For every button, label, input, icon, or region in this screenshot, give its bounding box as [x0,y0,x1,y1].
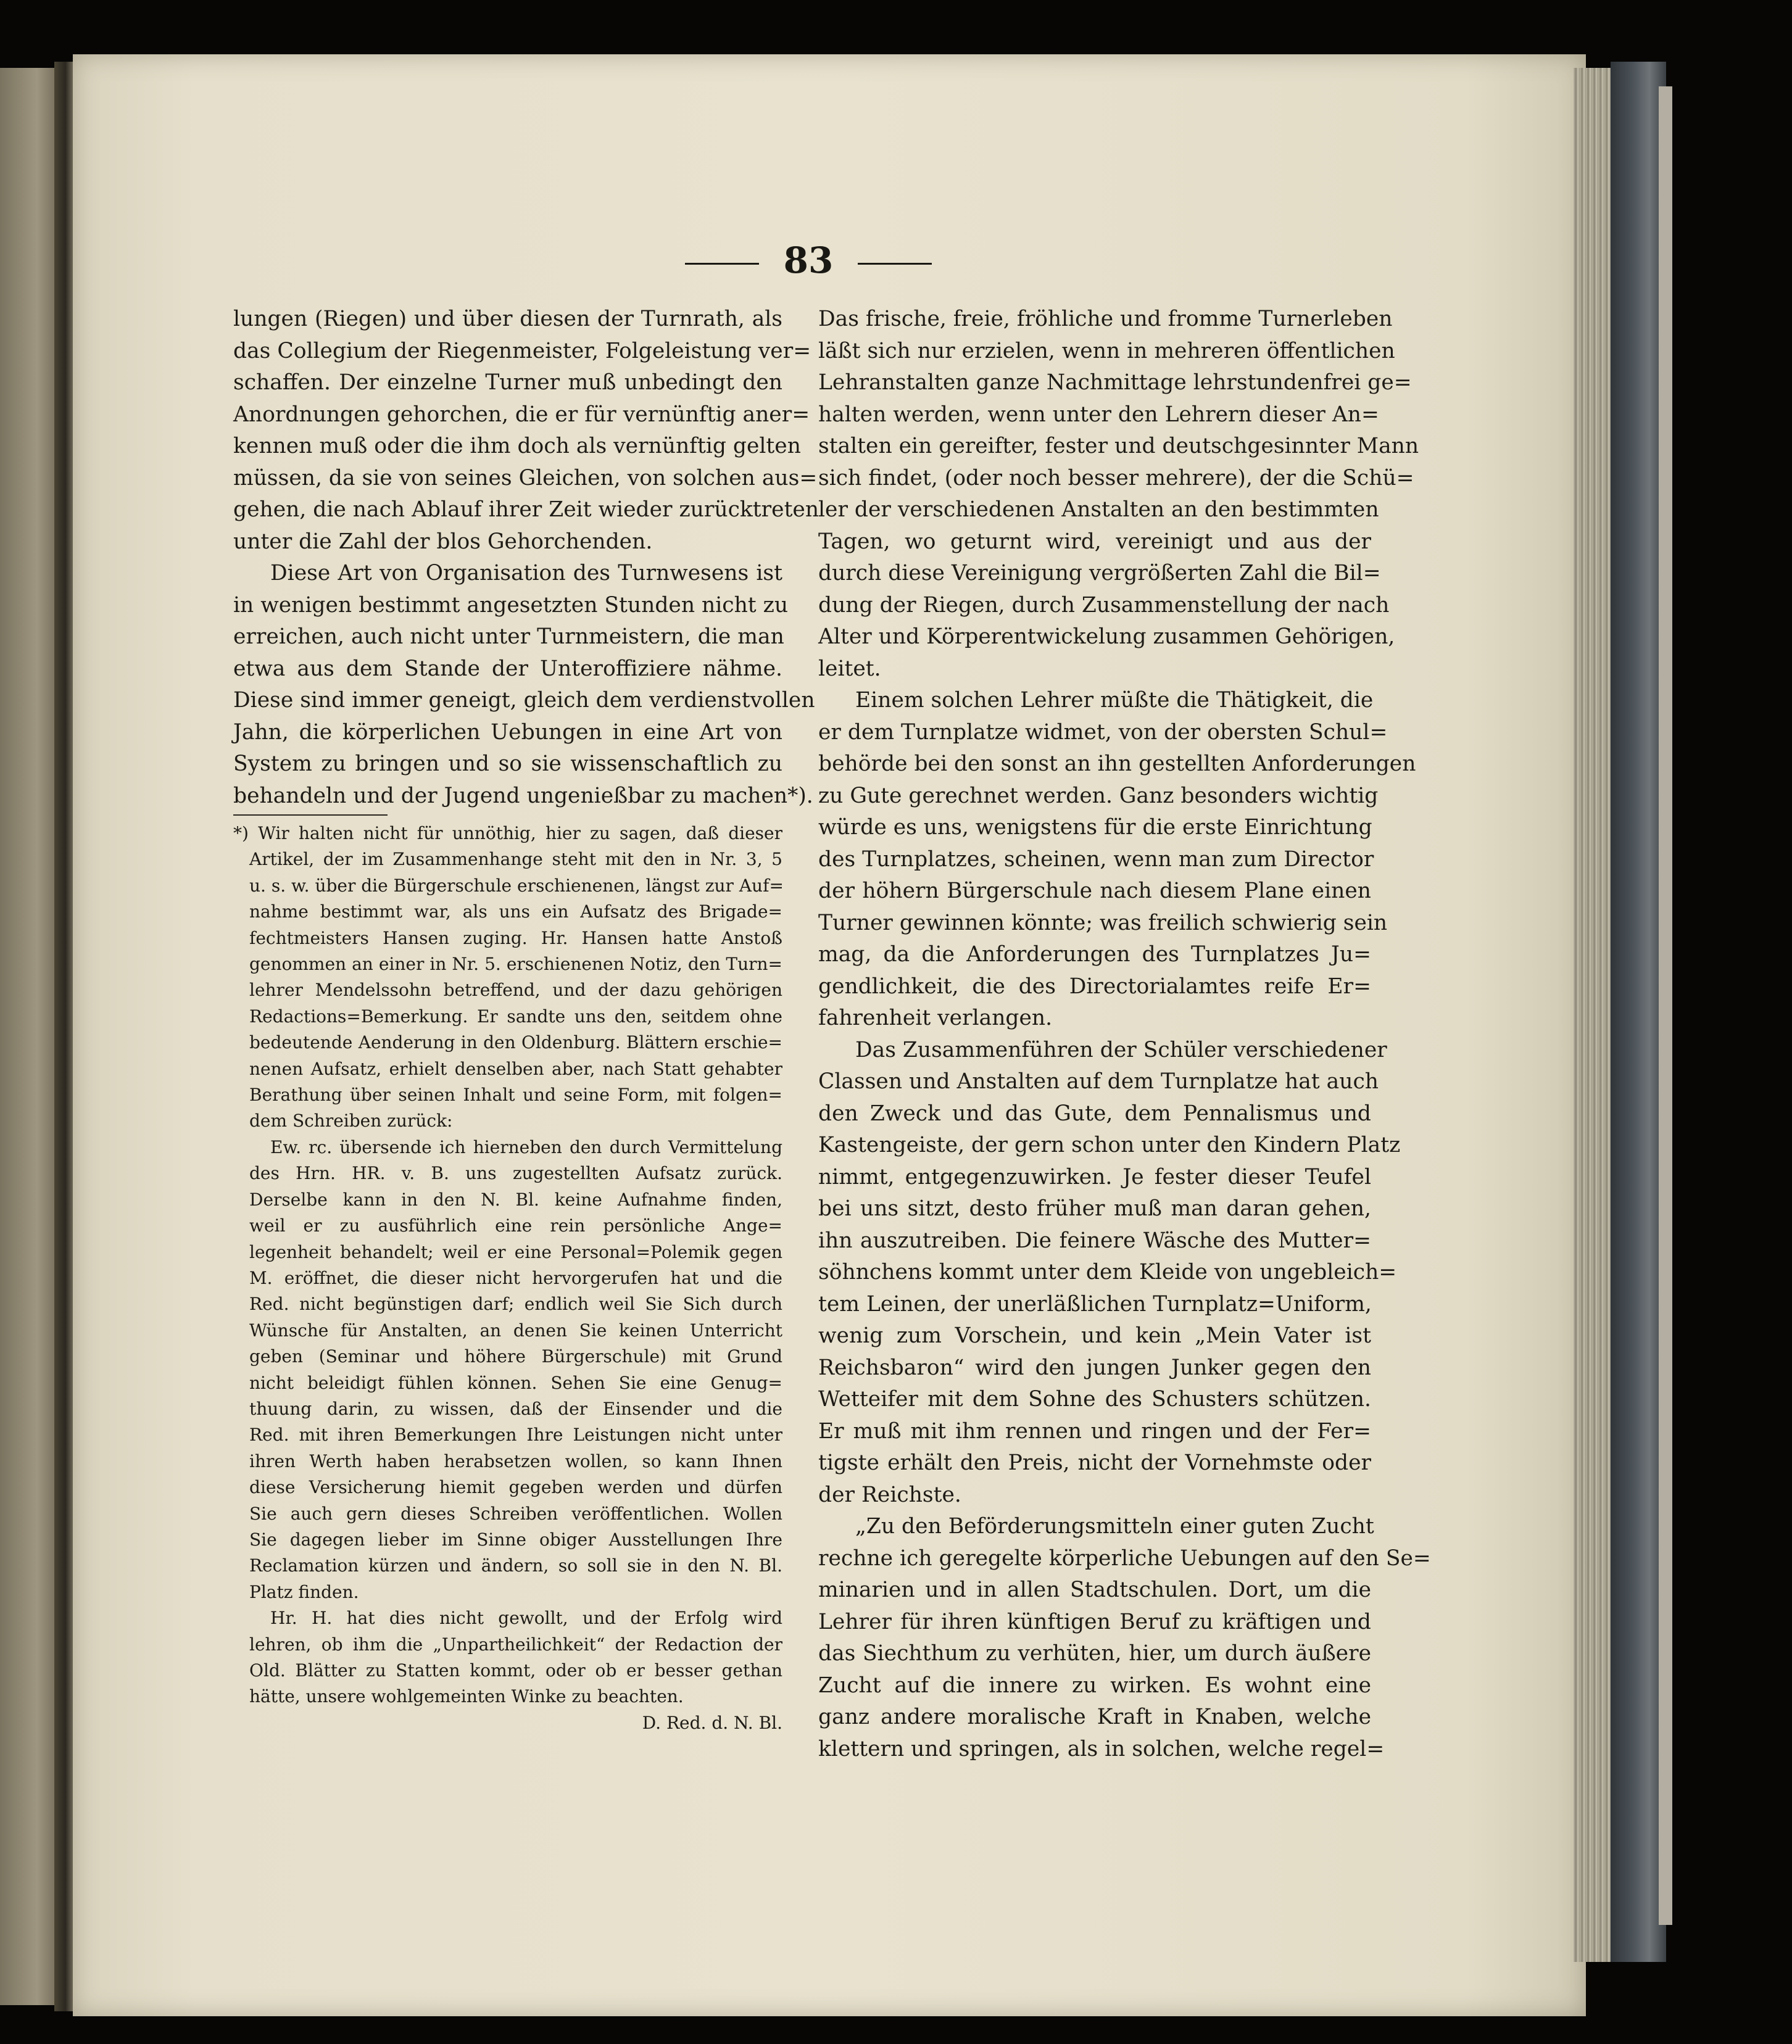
page-number-rule-left [685,263,759,265]
footnote-line: ihren Werth haben herabsetzen wollen, so kann Ihnen [249,1450,782,1471]
book-cover [1611,62,1666,1962]
footnote-line: Ew. rc. übersende ich hierneben den durch Vermittelung [270,1136,782,1157]
text-line: Lehrer für ihren künftigen Beruf zu kräftigen und [818,1609,1371,1634]
text-line: System zu bringen und so sie wissenschaftlich zu [233,751,782,776]
text-line: bei uns sitzt, desto früher muß man daran gehen, [818,1196,1371,1221]
text-line: das Siechthum zu verhüten, hier, um durch äußere [818,1641,1371,1666]
footnote-line: *) Wir halten nicht für unnöthig, hier zu sagen, daß dieser [233,823,782,843]
text-line: gehen, die nach Ablauf ihrer Zeit wieder zurücktreten [233,497,819,522]
footnote-line: u. s. w. über die Bürgerschule erschienenen, längst zur Auf= [249,875,784,896]
footnote-line: Berathung über seinen Inhalt und seine Form, mit folgen= [249,1085,782,1106]
text-line: minarien und in allen Stadtschulen. Dort, um die [818,1578,1371,1602]
text-line: ganz andere moralische Kraft in Knaben, welche [818,1705,1371,1729]
text-line: in wenigen bestimmt angesetzten Stunden nicht zu [233,592,789,618]
text-line: er dem Turnplatze widmet, von der obersten Schul= [818,719,1388,745]
text-line: Das Zusammenführen der Schüler verschiedener [855,1037,1387,1062]
text-line: Tagen, wo geturnt wird, vereinigt und aus der [818,529,1371,554]
footnote-line: dem Schreiben zurück: [249,1111,453,1132]
footnote-line: Redactions=Bemerkung. Er sandte uns den, seitdem ohne [249,1006,782,1027]
text-line: zu Gute gerechnet werden. Ganz besonders wichtig [818,783,1379,808]
footnote-line: legenheit behandelt; weil er eine Personal=Polemik gegen [249,1241,782,1262]
footnote-line: des Hrn. HR. v. B. uns zugestellten Aufsatz zurück. [249,1163,782,1184]
text-line: mag, da die Anforderungen des Turnplatzes Ju= [818,942,1371,967]
text-line: kennen muß oder die ihm doch als vernünftig gelten [233,434,801,458]
footnote-rule [233,814,388,816]
text-line: Er muß mit ihm rennen und ringen und der Fer= [818,1418,1371,1444]
footnote-line: Sie auch gern dieses Schreiben veröffentlichen. Wollen [249,1503,782,1524]
footnote-line: Red. nicht begünstigen darf; endlich weil Sie Sich durch [249,1294,782,1315]
footnote-line: nicht beleidigt fühlen können. Sehen Sie eine Genug= [249,1372,782,1393]
text-line: stalten ein gereifter, fester und deutschgesinnter Mann [818,434,1419,458]
text-line: gendlichkeit, die des Directorialamtes reife Er= [818,974,1371,999]
text-line: dung der Riegen, durch Zusammenstellung der nach [818,592,1390,618]
facing-page-edge [0,68,62,2005]
text-line: tem Leinen, der unerläßlichen Turnplatz=Uniform, [818,1291,1372,1317]
text-line: leitet. [818,656,881,681]
cover-edge [1659,86,1672,1925]
text-line: schaffen. Der einzelne Turner muß unbedingt den [233,370,782,395]
text-line: der Reichste. [818,1482,961,1507]
text-line: würde es uns, wenigstens für die erste Einrichtung [818,815,1372,840]
text-line: „Zu den Beförderungsmitteln einer guten Zucht [855,1514,1374,1539]
footnote-line: diese Versicherung hiemit gegeben werden und dürfen [249,1477,782,1498]
text-line: Das frische, freie, fröhliche und fromme Turnerleben [818,307,1393,331]
footnote-line: genommen an einer in Nr. 5. erschienenen Notiz, den Turn= [249,954,782,975]
text-line: wenig zum Vorschein, und kein „Mein Vater ist [818,1323,1371,1348]
footnote-line: nenen Aufsatz, erhielt denselben aber, nach Statt gehabter [249,1058,782,1079]
text-line: läßt sich nur erzielen, wenn in mehreren öffentlichen [818,338,1395,363]
left-column [233,304,819,1736]
text-line: Diese Art von Organisation des Turnwesens ist [270,561,782,585]
footnote-line: Derselbe kann in den N. Bl. keine Aufnahme finden, [249,1189,782,1210]
footnote-line: bedeutende Aenderung in den Oldenburg. Blättern erschie= [249,1032,782,1053]
footnote-line: lehren, ob ihm die „Unpartheilichkeit“ der Redaction der [249,1634,782,1655]
text-line: behörde bei den sonst an ihn gestellten Anforderungen [818,751,1416,776]
text-line: Classen und Anstalten auf dem Turnplatze hat auch [818,1069,1379,1094]
footnote-line: Sie dagegen lieber im Sinne obiger Ausstellungen Ihre [249,1529,782,1550]
footnote-line: Artikel, der im Zusammenhange steht mit den in Nr. 3, 5 [249,849,782,870]
footnote-line: lehrer Mendelssohn betreffend, und der dazu gehörigen [249,980,782,1001]
text-line: Wetteifer mit dem Sohne des Schusters schützen. [818,1387,1371,1412]
footnote-line: fechtmeisters Hansen zuging. Hr. Hansen hatte Anstoß [249,927,782,948]
text-line: Kastengeiste, der gern schon unter den Kindern Platz [818,1133,1401,1157]
text-line: Reichsbaron“ wird den jungen Junker gegen den [818,1355,1371,1380]
footnote-line: M. eröffnet, die dieser nicht hervorgerufen hat und die [249,1267,782,1288]
footnote-signature: D. Red. d. N. Bl. [642,1712,782,1733]
text-line: tigste erhält den Preis, nicht der Vornehmste oder [818,1450,1371,1475]
text-line: behandeln und der Jugend ungenießbar zu machen*). [233,783,813,808]
footnote-line: Red. mit ihren Bemerkungen Ihre Leistungen nicht unter [249,1425,782,1446]
text-line: des Turnplatzes, scheinen, wenn man zum Director [818,846,1374,872]
text-line: Alter und Körperentwickelung zusammen Gehörigen, [818,624,1395,649]
footnote-line: nahme bestimmt war, als uns ein Aufsatz des Brigade= [249,901,782,922]
text-line: etwa aus dem Stande der Unteroffiziere nähme. [233,656,782,681]
text-line: nimmt, entgegenzuwirken. Je fester dieser Teufel [818,1164,1371,1190]
text-line: Diese sind immer geneigt, gleich dem verdienstvollen [233,688,815,713]
footnote-line: hätte, unsere wohlgemeinten Winke zu beachten. [249,1686,684,1707]
text-line: Einem solchen Lehrer müßte die Thätigkeit, die [855,688,1374,713]
page-number-rule-right [858,263,932,265]
footnote-line: Platz finden. [249,1581,359,1602]
text-line: Jahn, die körperlichen Uebungen in eine Art von [233,719,782,745]
text-line: den Zweck und das Gute, dem Pennalismus und [818,1101,1371,1126]
text-line: fahrenheit verlangen. [818,1006,1053,1030]
text-line: ler der verschiedenen Anstalten an den bestimmten [818,497,1379,522]
text-line: Zucht auf die innere zu wirken. Es wohnt eine [818,1673,1371,1698]
page-number [617,239,1000,281]
footnote-line: Hr. H. hat dies nicht gewollt, und der Erfolg wird [270,1608,782,1629]
right-column [818,304,1431,1765]
text-line: Anordnungen gehorchen, die er für vernünftig aner= [233,402,810,427]
footnote-line: thuung darin, zu wissen, daß der Einsender und die [249,1398,782,1419]
page-number-text: 83 [783,239,834,281]
text-line: lungen (Riegen) und über diesen der Turnrath, als [233,307,782,331]
text-line: rechne ich geregelte körperliche Uebungen auf den Se= [818,1545,1431,1571]
text-line: der höhern Bürgerschule nach diesem Plane einen [818,879,1371,903]
text-line: durch diese Vereinigung vergrößerten Zahl die Bil= [818,561,1381,585]
text-line: halten werden, wenn unter den Lehrern dieser An= [818,402,1379,427]
text-line: ihn auszutreiben. Die feinere Wäsche des Mutter= [818,1228,1371,1253]
footnote-line: weil er zu ausführlich eine rein persönliche Ange= [249,1215,782,1236]
footnote-line: Old. Blätter zu Statten kommt, oder ob er besser gethan [249,1660,782,1681]
text-line: klettern und springen, als in solchen, welche regel= [818,1736,1385,1761]
footnote-line: Reclamation kürzen und ändern, so soll sie in den N. Bl. [249,1555,782,1576]
text-line: das Collegium der Riegenmeister, Folgeleistung ver= [233,338,811,363]
text-line: sich findet, (oder noch besser mehrere), der die Schü= [818,465,1414,490]
footnote-line: Wünsche für Anstalten, an denen Sie keinen Unterricht [249,1320,782,1341]
text-line: Turner gewinnen könnte; was freilich schwierig sein [818,910,1388,935]
footnote-line: geben (Seminar und höhere Bürgerschule) mit Grund [249,1346,782,1367]
text-line: unter die Zahl der blos Gehorchenden. [233,529,653,554]
text-line: müssen, da sie von seines Gleichen, von solchen aus= [233,465,818,490]
text-line: Lehranstalten ganze Nachmittage lehrstundenfrei ge= [818,370,1412,395]
text-line: erreichen, auch nicht unter Turnmeistern, die man [233,624,784,649]
text-line: söhnchens kommt unter dem Kleide von ungebleich= [818,1260,1397,1285]
